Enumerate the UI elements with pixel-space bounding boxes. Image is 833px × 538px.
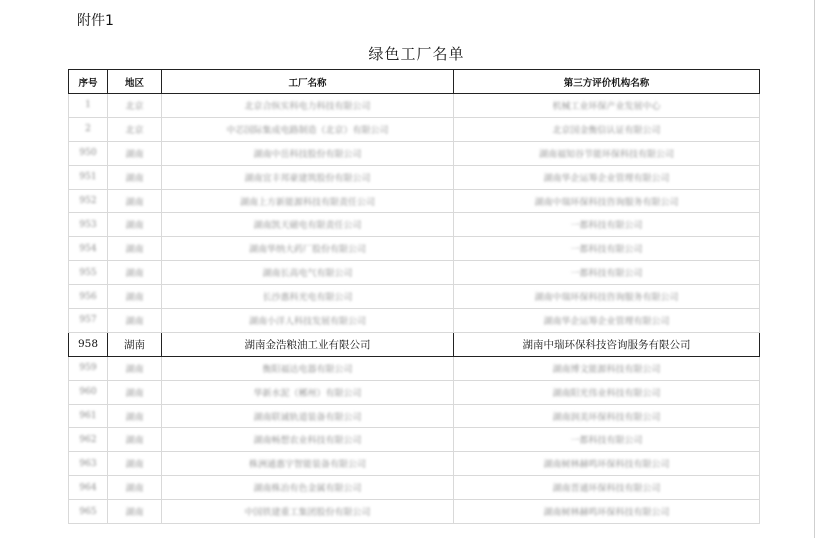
cell-factory-name: 长沙惠科光电有限公司 — [162, 285, 454, 309]
cell-region: 湖南 — [108, 380, 162, 404]
cell-number: 955 — [69, 261, 108, 285]
cell-factory-name: 株洲通惠宇智能装备有限公司 — [162, 452, 454, 476]
header-region: 地区 — [108, 70, 162, 94]
cell-factory-name: 北京合纵实科电力科技有限公司 — [162, 94, 454, 118]
cell-evaluation-org: 湖南中瑞环保科技咨询服务有限公司 — [454, 285, 760, 309]
cell-region: 湖南 — [108, 356, 162, 380]
cell-region: 湖南 — [108, 309, 162, 333]
cell-region: 湖南 — [108, 285, 162, 309]
cell-evaluation-org: 湖南博文能源科技有限公司 — [454, 356, 760, 380]
green-factory-table — [68, 69, 760, 524]
table-row — [69, 261, 760, 285]
header-number: 序号 — [69, 70, 108, 94]
table-body — [69, 94, 760, 524]
cell-factory-name: 中国铁建重工集团股份有限公司 — [162, 500, 454, 524]
cell-region: 北京 — [108, 94, 162, 118]
cell-number: 963 — [69, 452, 108, 476]
cell-number: 952 — [69, 189, 108, 213]
cell-number: 951 — [69, 165, 108, 189]
cell-region: 湖南 — [108, 500, 162, 524]
cell-region: 湖南 — [108, 428, 162, 452]
table-row — [69, 213, 760, 237]
cell-factory-name: 湖南上方新能源科技有限责任公司 — [162, 189, 454, 213]
cell-evaluation-org: 机械工业环保产业发展中心 — [454, 94, 760, 118]
cell-number: 956 — [69, 285, 108, 309]
cell-number: 950 — [69, 141, 108, 165]
cell-factory-name: 湖南华纳大药厂股份有限公司 — [162, 237, 454, 261]
table-row — [69, 189, 760, 213]
cell-number: 2 — [69, 117, 108, 141]
cell-number: 958 — [69, 332, 108, 356]
cell-region: 湖南 — [108, 476, 162, 500]
cell-number: 959 — [69, 356, 108, 380]
cell-factory-name: 湖南中岳科技股份有限公司 — [162, 141, 454, 165]
cell-region: 湖南 — [108, 452, 162, 476]
cell-evaluation-org: 湖南华企运筹企业管理有限公司 — [454, 309, 760, 333]
cell-evaluation-org: 湖南阳光伟业科技有限公司 — [454, 380, 760, 404]
cell-region: 湖南 — [108, 404, 162, 428]
table-row — [69, 309, 760, 333]
cell-region: 湖南 — [108, 165, 162, 189]
cell-number: 954 — [69, 237, 108, 261]
cell-evaluation-org: 一都科技有限公司 — [454, 237, 760, 261]
cell-evaluation-org: 湖南润美环保科技有限公司 — [454, 404, 760, 428]
cell-factory-name: 湖南畅想农业科技有限公司 — [162, 428, 454, 452]
table-row — [69, 404, 760, 428]
cell-region: 湖南 — [108, 141, 162, 165]
cell-factory-name: 湖南小洋人科技发展有限公司 — [162, 309, 454, 333]
cell-region: 北京 — [108, 117, 162, 141]
cell-factory-name: 湖南株冶有色金属有限公司 — [162, 476, 454, 500]
cell-factory-name: 衡阳福达电器有限公司 — [162, 356, 454, 380]
table-row — [69, 94, 760, 118]
cell-region: 湖南 — [108, 261, 162, 285]
cell-evaluation-org: 湖南中瑞环保科技咨询服务有限公司 — [454, 332, 760, 356]
table-row — [69, 476, 760, 500]
table-row — [69, 117, 760, 141]
table-row — [69, 141, 760, 165]
cell-evaluation-org: 一都科技有限公司 — [454, 428, 760, 452]
table-row — [69, 332, 760, 356]
cell-number: 964 — [69, 476, 108, 500]
cell-evaluation-org: 湖南晋通环保科技有限公司 — [454, 476, 760, 500]
table-row — [69, 285, 760, 309]
cell-number: 961 — [69, 404, 108, 428]
cell-evaluation-org: 湖南福知谷节能环保科技有限公司 — [454, 141, 760, 165]
cell-number: 960 — [69, 380, 108, 404]
attachment-label: 附件1 — [77, 13, 114, 29]
cell-evaluation-org: 湖南中瑞环保科技咨询服务有限公司 — [454, 189, 760, 213]
page-edge-line — [814, 0, 815, 538]
table-row — [69, 356, 760, 380]
cell-number: 957 — [69, 309, 108, 333]
table-header-row — [69, 70, 760, 94]
cell-evaluation-org: 湖南华企运筹企业管理有限公司 — [454, 165, 760, 189]
cell-evaluation-org: 北京国金衡信认证有限公司 — [454, 117, 760, 141]
cell-region: 湖南 — [108, 213, 162, 237]
table-row — [69, 452, 760, 476]
cell-number: 1 — [69, 94, 108, 118]
document-title: 绿色工厂名单 — [368, 45, 465, 63]
table-row — [69, 165, 760, 189]
cell-region: 湖南 — [108, 237, 162, 261]
cell-number: 965 — [69, 500, 108, 524]
header-factory-name: 工厂名称 — [162, 70, 454, 94]
cell-factory-name: 中芯国际集成电路制造（北京）有限公司 — [162, 117, 454, 141]
cell-evaluation-org: 一都科技有限公司 — [454, 213, 760, 237]
header-evaluation-org: 第三方评价机构名称 — [454, 70, 760, 94]
cell-factory-name: 湖南凯天磁电有限责任公司 — [162, 213, 454, 237]
cell-evaluation-org: 湖南树林赫鸣环保科技有限公司 — [454, 500, 760, 524]
cell-factory-name: 华新水泥（郴州）有限公司 — [162, 380, 454, 404]
cell-number: 953 — [69, 213, 108, 237]
cell-number: 962 — [69, 428, 108, 452]
cell-evaluation-org: 一都科技有限公司 — [454, 261, 760, 285]
cell-evaluation-org: 湖南树林赫鸣环保科技有限公司 — [454, 452, 760, 476]
table-row — [69, 428, 760, 452]
table-row — [69, 237, 760, 261]
cell-factory-name: 湖南宜丰邦豪建筑股份有限公司 — [162, 165, 454, 189]
cell-factory-name: 湖南长高电气有限公司 — [162, 261, 454, 285]
table-row — [69, 380, 760, 404]
cell-region: 湖南 — [108, 189, 162, 213]
cell-factory-name: 湖南联诚轨道装备有限公司 — [162, 404, 454, 428]
cell-factory-name: 湖南金浩粮油工业有限公司 — [162, 332, 454, 356]
table-row — [69, 500, 760, 524]
cell-region: 湖南 — [108, 332, 162, 356]
